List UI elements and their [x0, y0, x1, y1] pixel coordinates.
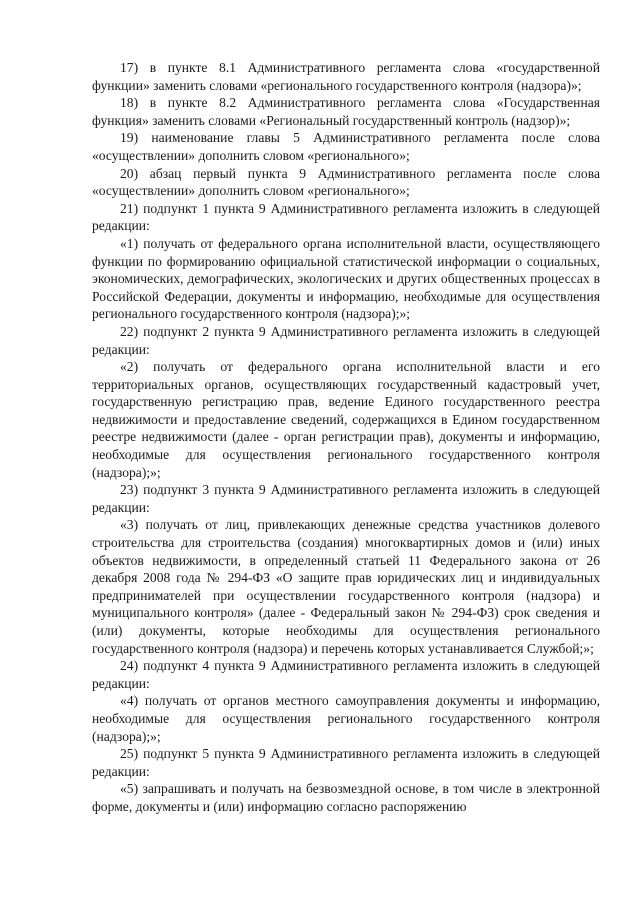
- paragraph-item-25: 25) подпункт 5 пункта 9 Административного регламента изложить в следующей редакции:: [92, 746, 600, 779]
- paragraph-item-19: 19) наименование главы 5 Административного регламента после слова «осуществлении» дополнить словом «регионального»;: [92, 130, 600, 163]
- paragraph-quote-3: «3) получать от лиц, привлекающих денежные средства участников долевого строительства для строительства (создания) многоквартирных домов и (или) иных объектов недвижимости, в определенный статьей 11 Федерального закона от 26 декабря 2008 года № 294-ФЗ «О защите прав юридических лиц и индивидуальных предпринимателей при осуществлении государственного контроля (надзора) и муниципального контроля» (далее - Федеральный закон № 294-ФЗ) срок сведения и (или) документы, которые необходимы для осуществления регионального государственного контроля (надзора) и перечень которых устанавливается Службой;»;: [92, 517, 600, 656]
- paragraph-item-17: 17) в пункте 8.1 Административного регламента слова «государственной функции» заменить словами «регионального государственного контроля (надзора)»;: [92, 60, 600, 93]
- paragraph-quote-4: «4) получать от органов местного самоуправления документы и информацию, необходимые для осуществления регионального государственного контроля (надзора);»;: [92, 693, 600, 744]
- paragraph-quote-5: «5) запрашивать и получать на безвозмездной основе, в том числе в электронной форме, документы и (или) информацию согласно распоряжению: [92, 781, 600, 814]
- paragraph-quote-1: «1) получать от федерального органа исполнительной власти, осуществляющего функции по формированию официальной статистической информации о социальных, экономических, демографических, экологических и других общественных процессах в Российской Федерации, документы и информацию, необходимые для осуществления регионального государственного контроля (надзора);»;: [92, 235, 600, 322]
- paragraph-item-22: 22) подпункт 2 пункта 9 Административного регламента изложить в следующей редакции:: [92, 323, 600, 357]
- paragraph-item-18: 18) в пункте 8.2 Административного регламента слова «Государственная функция» заменить словами «Региональный государственный контроль (надзор)»;: [92, 95, 600, 128]
- paragraph-quote-2: «2) получать от федерального органа исполнительной власти и его территориальных органов, осуществляющих государственный кадастровый учет, государственную регистрацию прав, ведение Единого государственного реестра недвижимости и предоставление сведений, содержащихся в Едином государственном реестре недвижимости (далее - орган регистрации прав), документы и информацию, необходимые для осуществления регионального государственного контроля (надзора);»;: [92, 359, 600, 480]
- paragraph-item-20: 20) абзац первый пункта 9 Административного регламента после слова «осуществлении» дополнить словом «регионального»;: [92, 165, 600, 199]
- document-body: [92, 59, 600, 816]
- paragraph-item-23: 23) подпункт 3 пункта 9 Административного регламента изложить в следующей редакции:: [92, 482, 600, 515]
- paragraph-item-24: 24) подпункт 4 пункта 9 Административного регламента изложить в следующей редакции:: [92, 658, 600, 691]
- paragraph-item-21: 21) подпункт 1 пункта 9 Административного регламента изложить в следующей редакции:: [92, 200, 600, 234]
